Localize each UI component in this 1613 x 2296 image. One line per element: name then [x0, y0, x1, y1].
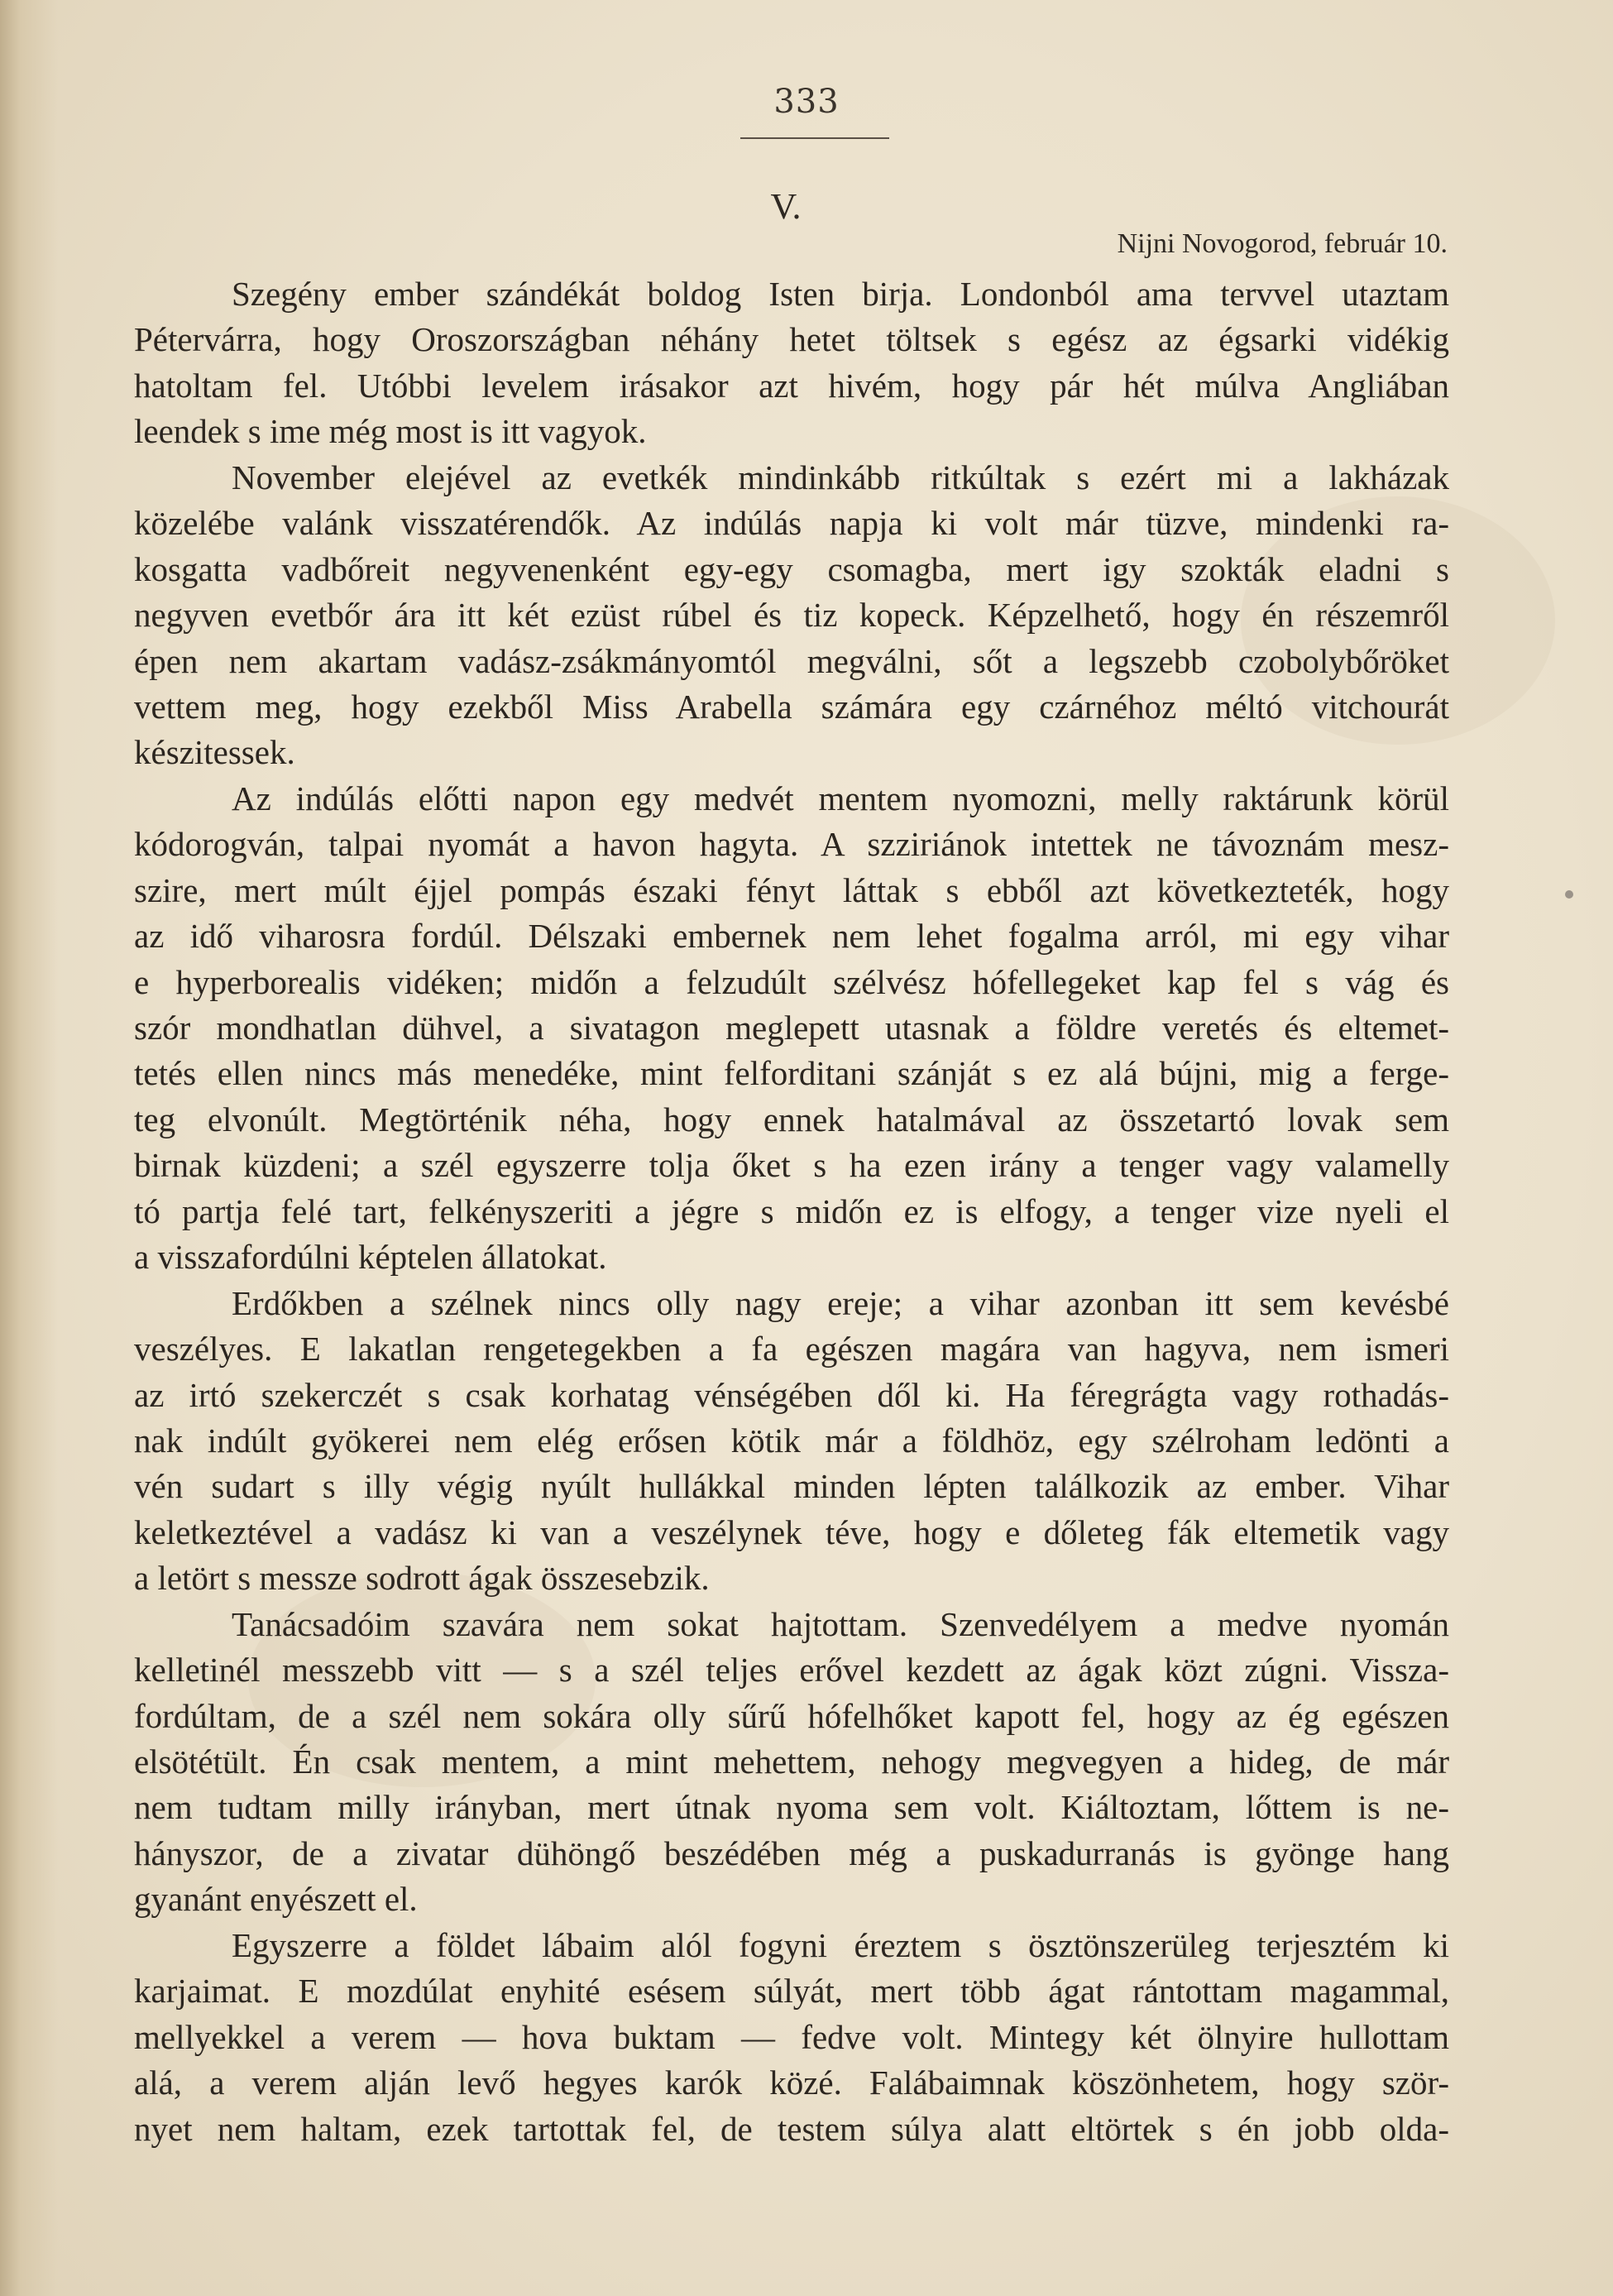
text-line: vén sudart s illy végig nyúlt hullákkal minden lépten találkozik az ember. Vihar [134, 1467, 1449, 1506]
text-line: kódorogván, talpai nyomát a havon hagyta. A szziriánok intettek ne távoznám mesz- [134, 825, 1449, 864]
text-line: Pétervárra, hogy Oroszországban néhány hetet töltsek s egész az égsarki vidékig [134, 320, 1449, 359]
text-line: hatoltam fel. Utóbbi levelem irásakor azt hivém, hogy pár hét múlva Angliában [134, 366, 1449, 405]
text-line: fordúltam, de a szél nem sokára olly sűrű hófelhőket kapott fel, hogy az ég egészen [134, 1696, 1449, 1735]
text-line: alá, a verem alján levő hegyes karók közé. Falábaimnak köszönhetem, hogy ször- [134, 2064, 1449, 2102]
paragraph [134, 1602, 1449, 1923]
text-line: tó partja felé tart, felkényszeriti a jégre s midőn ez is elfogy, a tenger vize nyeli el [134, 1191, 1449, 1230]
binding-shadow [0, 0, 58, 2296]
page-number: 333 [773, 83, 840, 121]
text-line: Erdőkben a szélnek nincs olly nagy ereje; a vihar azonban itt sem kevésbé [232, 1283, 1449, 1322]
margin-dot [1565, 890, 1573, 899]
text-line: épen nem akartam vadász-zsákmányomtól megválni, sőt a legszebb czobolybőröket [134, 641, 1449, 680]
text-line: teg elvonúlt. Megtörténik néha, hogy ennek hatalmával az összetartó lovak sem [134, 1100, 1449, 1138]
text-line: szór mondhatlan dühvel, a sivatagon meglepett utasnak a földre veretés és eltemet- [134, 1009, 1449, 1047]
text-line: leendek s ime még most is itt vagyok. [134, 412, 647, 451]
text-line: veszélyes. E lakatlan rengetegekben a fa egészen magára van hagyva, nem ismeri [134, 1330, 1449, 1368]
paragraph [134, 455, 1449, 776]
text-line: közelébe valánk visszatérendők. Az indúlás napja ki volt már tüzve, mindenki ra- [134, 504, 1449, 543]
text-line: keletkeztével a vadász ki van a veszélynek téve, hogy e dőleteg fák eltemetik vagy [134, 1512, 1449, 1551]
text-line: szire, mert múlt éjjel pompás északi fényt láttak s ebből azt következteték, hogy [134, 870, 1449, 909]
text-line: nak indúlt gyökerei nem elég erősen kötik már a földhöz, egy szélroham ledönti a [134, 1421, 1449, 1460]
text-line: tetés ellen nincs más menedéke, mint felforditani szánját s ez alá bújni, mig a ferge- [134, 1054, 1449, 1093]
paragraph [134, 1281, 1449, 1602]
text-line: Tanácsadóim szavára nem sokat hajtottam. Szenvedélyem a medve nyomán [232, 1604, 1449, 1643]
text-line: nem tudtam milly irányban, mert útnak nyoma sem volt. Kiáltoztam, lőttem is ne- [134, 1788, 1449, 1827]
text-line: kosgatta vadbőreit negyvenenként egy-egy csomagba, mert igy szokták eladni s [134, 549, 1449, 588]
text-line: November elejével az evetkék mindinkább ritkúltak s ezért mi a lakházak [232, 458, 1449, 496]
text-line: birnak küzdeni; a szél egyszerre tolja őket s ha ezen irány a tenger vagy valamelly [134, 1146, 1449, 1185]
text-line: mellyekkel a verem — hova buktam — fedve volt. Mintegy két ölnyire hullottam [134, 2017, 1449, 2056]
page-number-rule [740, 137, 889, 139]
text-line: készitessek. [134, 733, 295, 772]
dateline: Nijni Novogorod, február 10. [1117, 228, 1448, 259]
paragraph [134, 776, 1449, 1281]
text-line: vettem meg, hogy ezekből Miss Arabella számára egy czárnéhoz méltó vitchourát [134, 687, 1449, 726]
text-line: elsötétült. Én csak mentem, a mint mehettem, nehogy megvegyen a hideg, de már [134, 1742, 1449, 1781]
text-line: a visszafordúlni képtelen állatokat. [134, 1238, 607, 1277]
text-line: e hyperborealis vidéken; midőn a felzudúlt szélvész hófellegeket kap fel s vág és [134, 962, 1449, 1001]
text-line: Egyszerre a földet lábaim alól fogyni éreztem s ösztönszerüleg terjesztém ki [232, 1925, 1449, 1964]
letter-body [134, 271, 1449, 2152]
text-line: negyven evetbőr ára itt két ezüst rúbel és tiz kopeck. Képzelhető, hogy én részemről [134, 596, 1449, 635]
text-line: Az indúlás előtti napon egy medvét mentem nyomozni, melly raktárunk körül [232, 779, 1449, 817]
paragraph [134, 1923, 1449, 2152]
chapter-heading: V. [770, 186, 802, 227]
text-line: karjaimat. E mozdúlat enyhité esésem súlyát, mert több ágat rántottam magammal, [134, 1972, 1449, 2011]
text-line: nyet nem haltam, ezek tartottak fel, de testem súlya alatt eltörtek s én jobb olda- [134, 2109, 1449, 2148]
text-line: kelletinél messzebb vitt — s a szél teljes erővel kezdett az ágak közt zúgni. Vissza- [134, 1651, 1449, 1690]
text-line: hányszor, de a zivatar dühöngő beszédében még a puskadurranás is gyönge hang [134, 1833, 1449, 1872]
text-line: az idő viharosra fordúl. Délszaki embernek nem lehet fogalma arról, mi egy vihar [134, 917, 1449, 956]
text-line: Szegény ember szándékát boldog Isten birja. Londonból ama tervvel utaztam [232, 275, 1449, 313]
paragraph [134, 271, 1449, 455]
text-line: gyanánt enyészett el. [134, 1880, 418, 1919]
text-line: a letört s messze sodrott ágak összesebzik. [134, 1559, 710, 1598]
text-line: az irtó szekerczét s csak korhatag vénségében dől ki. Ha féregrágta vagy rothadás- [134, 1375, 1449, 1414]
